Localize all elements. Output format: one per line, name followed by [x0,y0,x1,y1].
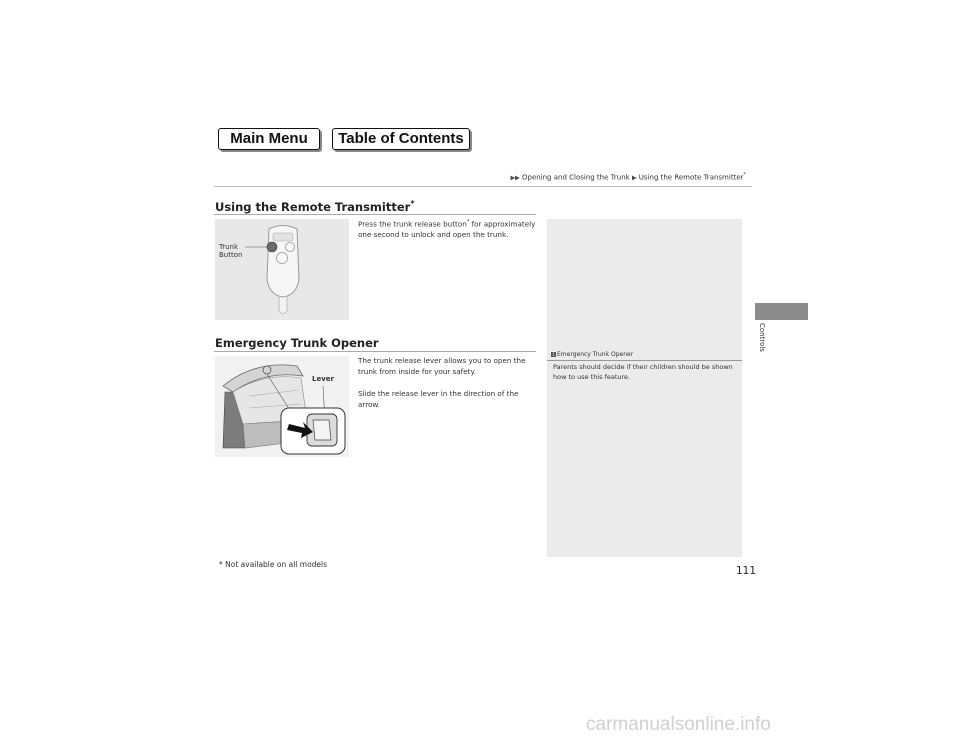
footnote-mark: * [410,199,415,208]
notes-sidebar-panel [547,219,742,557]
main-menu-button[interactable]: Main Menu [218,128,320,150]
section-heading-remote-transmitter [215,199,415,214]
chapter-tab-label: Controls [758,323,766,352]
section-body-emergency-trunk-opener [358,355,536,410]
chapter-tab[interactable] [755,303,808,320]
section-body-remote-transmitter [358,217,536,240]
callout-line: Button [219,251,243,259]
remote-transmitter-illustration [215,219,349,320]
table-of-contents-button[interactable]: Table of Contents [332,128,470,150]
emergency-trunk-lever-illustration [215,356,349,457]
section-divider [214,351,536,352]
breadcrumb-item-trunk[interactable]: Opening and Closing the Trunk [521,173,630,182]
section-heading-emergency-trunk-opener [215,336,379,350]
footnote: * Not available on all models [219,560,328,569]
breadcrumb [511,172,746,181]
breadcrumb-arrow-icon: ▶ [631,174,637,182]
key-fob-icon [215,219,349,320]
breadcrumb-item-remote[interactable]: Using the Remote Transmitter [638,173,744,182]
lever-callout: Lever [312,375,334,383]
note-title-text: Emergency Trunk Opener [557,351,634,358]
section-title: Using the Remote Transmitter [215,199,411,214]
body-text: Press the trunk release button [358,219,467,229]
footnote-mark: * [466,219,470,225]
header-divider [214,186,752,187]
body-text: for approximately one second to unlock and open the trunk. [358,219,536,240]
note-title [547,351,742,358]
note-body: Parents should decide if their children should be shown how to use this feature. [553,363,733,381]
breadcrumb-arrow-icon: ▶▶ [510,174,520,182]
section-title: Emergency Trunk Opener [215,336,379,350]
breadcrumb-footnote-mark: * [743,172,746,178]
trunk-interior-icon [215,356,349,457]
note-icon: 1 [552,352,555,357]
paragraph [358,217,536,240]
trunk-button-callout [219,243,242,259]
note-divider [547,360,742,361]
page-number: 111 [736,565,757,577]
callout-line: Trunk [219,243,239,251]
paragraph: Slide the release lever in the direction of the arrow. [358,389,519,409]
paragraph: The trunk release lever allows you to open the trunk from inside for your safety. [358,356,526,376]
section-divider [214,214,536,215]
watermark: carmanualsonline.info [586,714,771,735]
